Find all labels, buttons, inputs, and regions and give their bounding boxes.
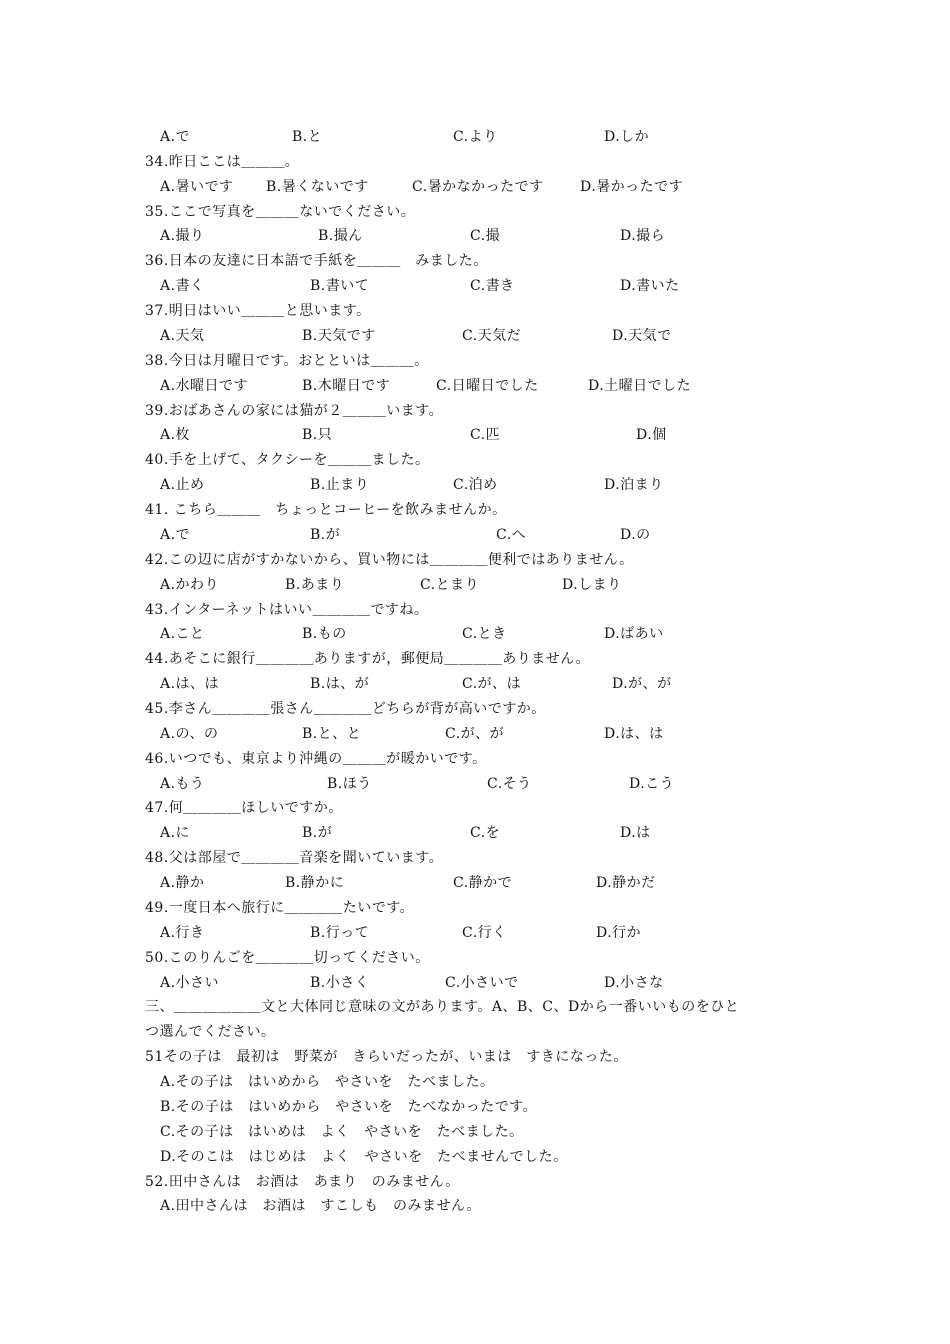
answer-option: D.が、が [612,676,672,692]
question-text: 36.日本の友達に日本語で手紙を＿＿＿ みました。 [145,253,488,269]
answer-option: B.と [292,129,323,145]
question-text: 48.父は部屋で＿＿＿＿音楽を聞いています。 [145,850,444,866]
question-text: 45.李さん＿＿＿＿張さん＿＿＿＿どちらが背が高いですか。 [145,701,546,717]
answer-option: B.が [310,527,341,543]
answer-option: D.しか [604,129,650,145]
question-text: 34.昨日ここは＿＿＿。 [145,154,300,170]
answer-option: D.撮ら [620,228,666,244]
question-text: 37.明日はいい＿＿＿と思います。 [145,303,371,319]
answer-option: C.匹 [470,427,501,443]
answer-option: C.が、は [462,676,522,692]
answer-option: D.行か [596,925,642,941]
answer-option: C.天気だ [462,328,522,344]
question-text: 43.インターネットはいい＿＿＿＿ですね。 [145,602,429,618]
answer-option: B.は、が [310,676,370,692]
answer-option: B.静かに [285,875,345,891]
answer-option: B.小さく [310,975,370,991]
answer-option: A.書く [160,278,205,294]
answer-option: A.かわり [160,577,220,593]
question-text: 35.ここで写真を＿＿＿ないでください。 [145,204,416,220]
question-text: 46.いつでも、東京より沖縄の＿＿＿が暖かいです。 [145,751,487,767]
answer-option: D.は、は [604,726,664,742]
answer-option: A.撮り [160,228,205,244]
answer-option: B.只 [302,427,333,443]
question-text: 三、＿＿＿＿＿＿文と大体同じ意味の文があります。A、B、C、Dから一番いいものをひと [145,999,740,1015]
question-text: 40.手を上げて、タクシーを＿＿＿ました。 [145,452,430,468]
answer-option: A.で [160,129,191,145]
answer-option: A.小さい [160,975,220,991]
answer-option: A.は、は [160,676,220,692]
answer-option: D.暑かったです [580,179,684,195]
answer-option: C.が、が [445,726,505,742]
answer-option: C.とまり [420,577,480,593]
answer-option: D.天気で [612,328,672,344]
answer-option-line: A.田中さんは お酒は すこしも のみません。 [160,1198,481,1214]
answer-option: B.天気です [302,328,376,344]
answer-option: B.あまり [285,577,345,593]
question-text: 47.何＿＿＿＿ほしいですか。 [145,800,343,816]
answer-option: D.泊まり [604,477,664,493]
answer-option: C.暑かなかったです [412,179,544,195]
question-text: 51その子は 最初は 野菜が きらいだったが、いまは すきになった。 [145,1049,628,1065]
question-text: 50.このりんごを＿＿＿＿切ってください。 [145,950,430,966]
answer-option: A.暑いです [160,179,234,195]
answer-option: B.行って [310,925,370,941]
answer-option: D.個 [636,427,667,443]
answer-option: D.書いた [620,278,680,294]
answer-option: C.撮 [470,228,501,244]
answer-option: A.水曜日です [160,378,249,394]
answer-option: D.静かだ [596,875,656,891]
answer-option: C.へ [496,527,527,543]
answer-option: C.とき [462,626,507,642]
question-text: 49.一度日本へ旅行に＿＿＿＿たいです。 [145,900,415,916]
answer-option: A.こと [160,626,205,642]
answer-option: C.泊め [453,477,498,493]
answer-option-line: C.その子は はいめは よく やさいを たべました。 [160,1124,524,1140]
answer-option: C.日曜日でした [436,378,539,394]
question-text: 52.田中さんは お酒は あまり のみません。 [145,1174,460,1190]
question-text: 38.今日は月曜日です。おとといは＿＿＿。 [145,353,429,369]
answer-option: A.止め [160,477,205,493]
answer-option: B.木曜日です [302,378,391,394]
answer-option: C.行く [462,925,507,941]
answer-option: A.静か [160,875,205,891]
answer-option: D.しまり [562,577,622,593]
question-text: 41. こちら＿＿＿ ちょっとコーヒーを飲みませんか。 [145,502,507,518]
answer-option: A.の、の [160,726,219,742]
answer-option: A.に [160,825,191,841]
answer-option: D.小さな [604,975,664,991]
answer-option: D.土曜日でした [588,378,692,394]
answer-option: C.を [470,825,501,841]
answer-option: B.撮ん [318,228,363,244]
answer-option: D.こう [629,776,675,792]
answer-option: A.で [160,527,191,543]
answer-option: C.静かで [453,875,513,891]
answer-option: C.そう [487,776,532,792]
answer-option: B.もの [302,626,347,642]
answer-option: D.は [620,825,651,841]
answer-option: B.が [302,825,333,841]
answer-option: C.小さいで [445,975,519,991]
answer-option-line: D.そのこは はじめは よく やさいを たべませんでした。 [160,1149,568,1165]
answer-option: A.行き [160,925,205,941]
answer-option: D.ばあい [604,626,664,642]
answer-option: B.止まり [310,477,370,493]
question-text: 39.おばあさんの家には猫が２＿＿＿います。 [145,403,444,419]
answer-option-line: B.その子は はいめから やさいを たべなかったです。 [160,1099,538,1115]
answer-option-line: A.その子は はいめから やさいを たべました。 [160,1074,495,1090]
question-text: 44.あそこに銀行＿＿＿＿ありますが，郵便局＿＿＿＿ありません。 [145,651,591,667]
answer-option: A.もう [160,776,205,792]
answer-option: A.天気 [160,328,205,344]
answer-option: B.暑くないです [266,179,369,195]
answer-option: B.ほう [327,776,372,792]
answer-option: B.と、と [302,726,362,742]
answer-option: D.の [620,527,651,543]
answer-option: C.より [453,129,498,145]
answer-option: A.枚 [160,427,191,443]
question-text: 42.この辺に店がすかないから、買い物には＿＿＿＿便利ではありません。 [145,552,634,568]
answer-option: B.書いて [310,278,370,294]
question-text: つ選んでください。 [145,1024,276,1040]
answer-option: C.書き [470,278,515,294]
